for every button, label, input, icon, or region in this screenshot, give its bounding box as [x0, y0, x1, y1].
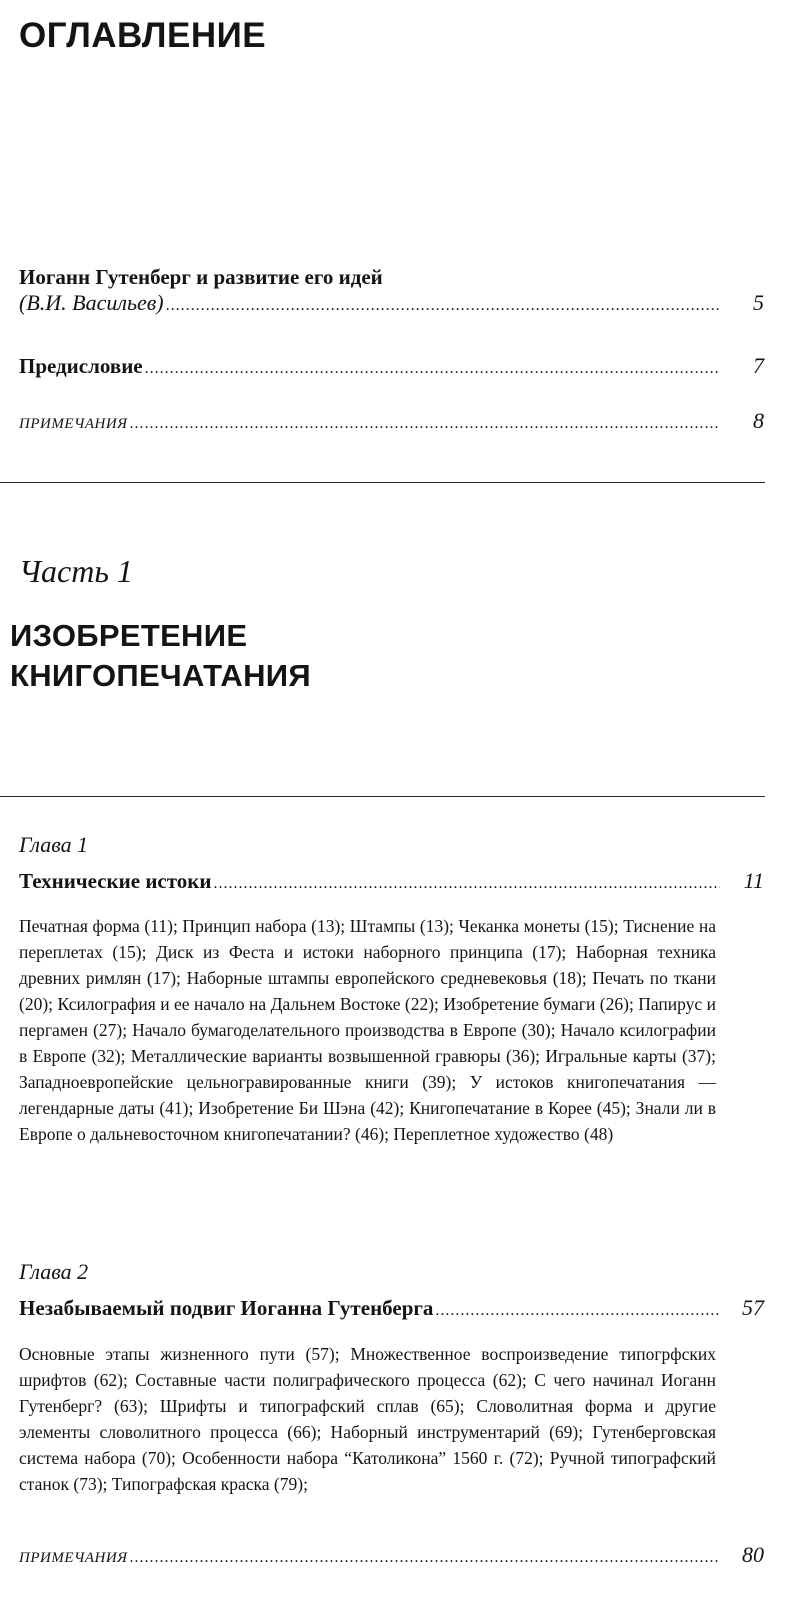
chapter-label: Глава 1 — [19, 832, 89, 857]
toc-entry-chapter-2[interactable] — [19, 1295, 764, 1321]
toc-entry-gutenberg[interactable] — [19, 290, 764, 316]
toc-entry-author: (В.И. Васильев) — [19, 290, 164, 315]
toc-entry-preface[interactable] — [19, 353, 764, 379]
chapter-label: Глава 2 — [19, 1259, 89, 1284]
part-title — [10, 616, 311, 696]
part-label: Часть 1 — [19, 553, 133, 589]
toc-page-number: 5 — [753, 290, 764, 315]
leader-dots — [130, 1549, 720, 1567]
toc-entry-notes[interactable] — [19, 408, 764, 434]
toc-entry-title: ПРИМЕЧАНИЯ — [19, 1550, 128, 1566]
toc-entry-title: ПРИМЕЧАНИЯ — [19, 416, 128, 432]
leader-dots — [130, 415, 720, 433]
page-title: ОГЛАВЛЕНИЕ — [19, 16, 267, 55]
toc-page-number: 57 — [742, 1295, 764, 1320]
toc-entry-end-notes[interactable] — [19, 1542, 764, 1568]
chapter-title: Технические истоки — [19, 869, 212, 893]
divider — [0, 796, 765, 797]
leader-dots — [213, 875, 720, 893]
leader-dots — [145, 360, 720, 378]
chapter-title: Незабываемый подвиг Иоганна Гутенберга — [19, 1296, 434, 1320]
leader-dots — [166, 297, 720, 315]
part-title-line: ИЗОБРЕТЕНИЕ — [10, 618, 248, 653]
divider — [0, 482, 765, 483]
toc-page-number: 80 — [742, 1542, 764, 1567]
leader-dots — [435, 1302, 720, 1320]
toc-page-number: 8 — [753, 408, 764, 433]
chapter-summary: Печатная форма (11); Принцип набора (13); Штампы (13); Чеканка монеты (15); Тиснение на переплетах (15); Диск из Феста и истоки наборного принципа (17); Наборная техника древних римлян (17); Наборные штампы европейского средневековья (18); Печать по ткани (20); Ксилография и ее начало на Дальнем Востоке (22); Изобретение бумаги (26); Папирус и пергамен (27); Начало бумагоделательного производства в Европе (30); Начало ксилографии в Европе (32); Металлические варианты возвышенной гравюры (36); Игральные карты (37); Западноевропейские цельногравированные книги (39); У истоков книгопечатания — легендарные даты (41); Изобретение Би Шэна (42); Книгопечатание в Корее (45); Знали ли в Европе о дальневосточном книгопечатании? (46); Переплетное художество (48) — [19, 916, 716, 1144]
toc-entry-gutenberg-heading: Иоганн Гутенберг и развитие его идей — [19, 265, 383, 289]
part-title-line: КНИГОПЕЧАТАНИЯ — [10, 658, 311, 693]
toc-page-number: 11 — [743, 868, 764, 893]
chapter-summary: Основные этапы жизненного пути (57); Множественное воспроизведение типогрфских шрифтов (62); Составные части полиграфического процесса (62); С чего начинал Иоганн Гутенберг? (63); Шрифты и типографский сплав (65); Словолитная форма и другие элементы словолитного процесса (66); Наборный инструментарий (69); Гутенберговская система набора (70); Особенности набора “Католикона” 1560 г. (72); Ручной типографский станок (73); Типографская краска (79); — [19, 1344, 716, 1494]
toc-entry-chapter-1[interactable] — [19, 868, 764, 894]
toc-page-number: 7 — [753, 353, 764, 378]
toc-entry-title: Предисловие — [19, 354, 143, 378]
